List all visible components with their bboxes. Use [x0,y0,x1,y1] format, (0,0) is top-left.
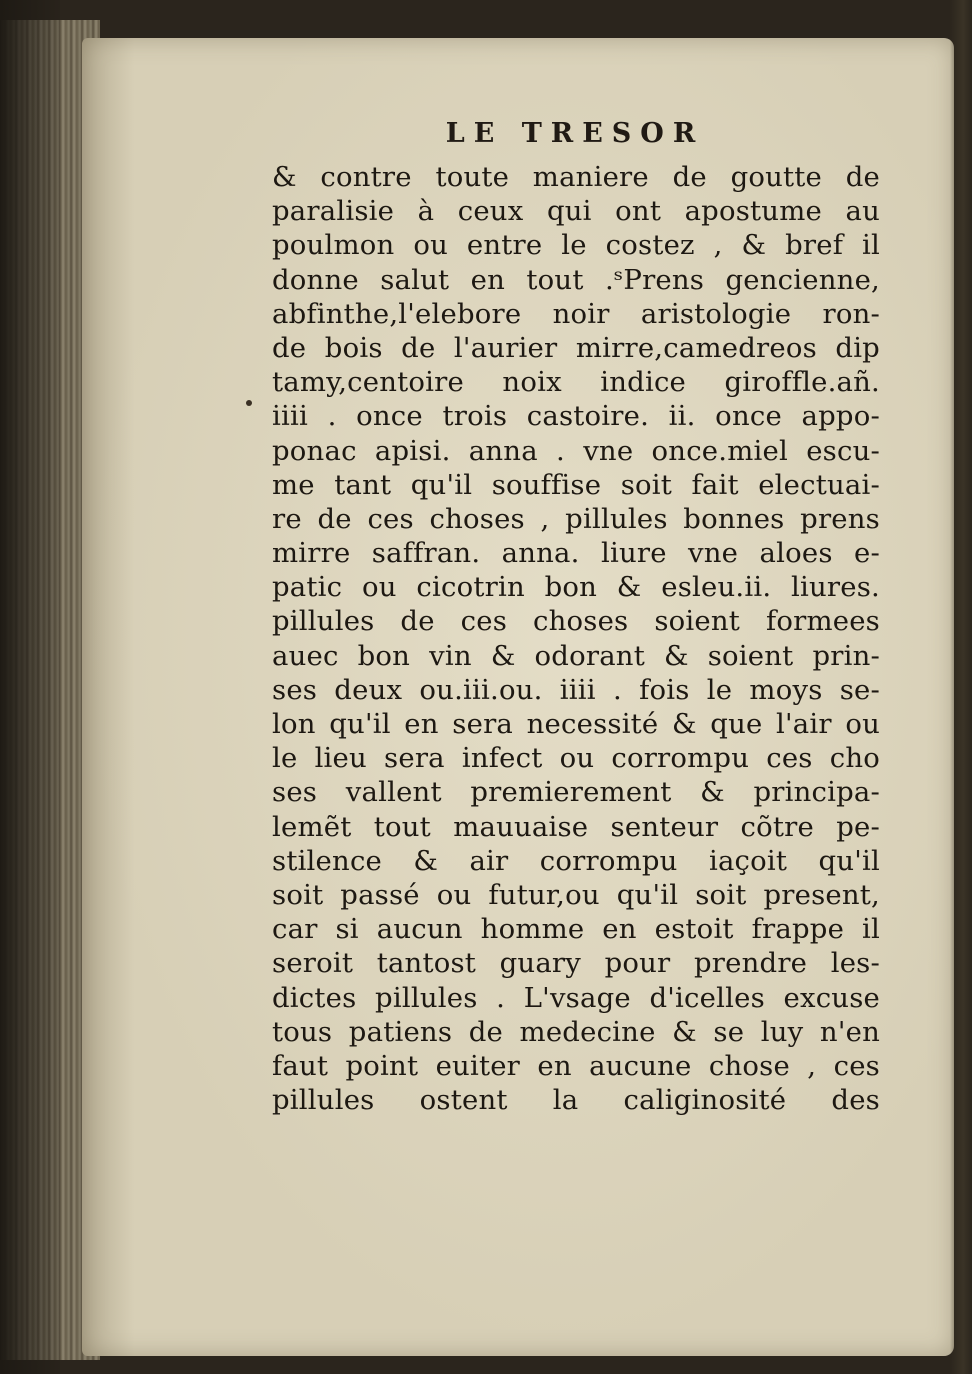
ink-mark [246,400,252,406]
running-header: LE TRESOR [445,118,705,149]
right-page-edge [950,0,972,1374]
text-line: ses deux ou.iii.ou. iiii . fois le moys se- [272,673,880,706]
text-line: paralisie à ceux qui ont apostume au [272,195,880,228]
gutter-shadow [0,0,60,1374]
text-line: tous patiens de medecine & se luy n'en [272,1015,880,1048]
text-line: abfinthe,l'elebore noir aristologie ron- [272,297,880,330]
text-line: le lieu sera infect ou corrompu ces cho [272,742,880,775]
text-line: de bois de l'aurier mirre,camedreos dip [272,331,880,364]
text-line: pillules ostent la caliginosité des [272,1084,880,1117]
text-line: lon qu'il en sera necessité & que l'air ou [272,708,880,740]
text-line: poulmon ou entre le costez , & bref il [272,229,880,262]
text-line: ses vallent premierement & principa- [272,776,880,809]
text-line: auec bon vin & odorant & soient prin- [272,639,880,672]
text-line: donne salut en tout .ˢPrens gencienne, [272,263,880,296]
text-line: soit passé ou futur,ou qu'il soit present, [272,878,880,911]
text-line: dictes pillules . L'vsage d'icelles excuse [272,981,880,1014]
text-line: re de ces choses , pillules bonnes prens [272,502,880,535]
text-line: me tant qu'il souffise soit fait electuai- [272,468,880,501]
body-text [272,160,880,1117]
text-line: seroit tantost guary pour prendre les- [272,947,880,980]
text-line: iiii . once trois castoire. ii. once appo- [272,400,880,433]
text-line: car si aucun homme en estoit frappe il [272,913,880,946]
text-line: faut point euiter en aucune chose , ces [272,1049,880,1082]
text-line: mirre saffran. anna. liure vne aloes e- [272,537,880,570]
text-line: lemẽt tout mauuaise senteur cõtre pe- [272,810,880,843]
text-line: pillules de ces choses soient formees [272,605,880,638]
text-line: patic ou cicotrin bon & esleu.ii. liures. [272,571,880,604]
text-line: stilence & air corrompu iaçoit qu'il [272,844,880,877]
text-line: tamy,centoire noix indice giroffle.añ. [272,366,880,399]
text-line: & contre toute maniere de goutte de [272,161,880,193]
text-line: ponac apisi. anna . vne once.miel escu- [272,434,880,467]
